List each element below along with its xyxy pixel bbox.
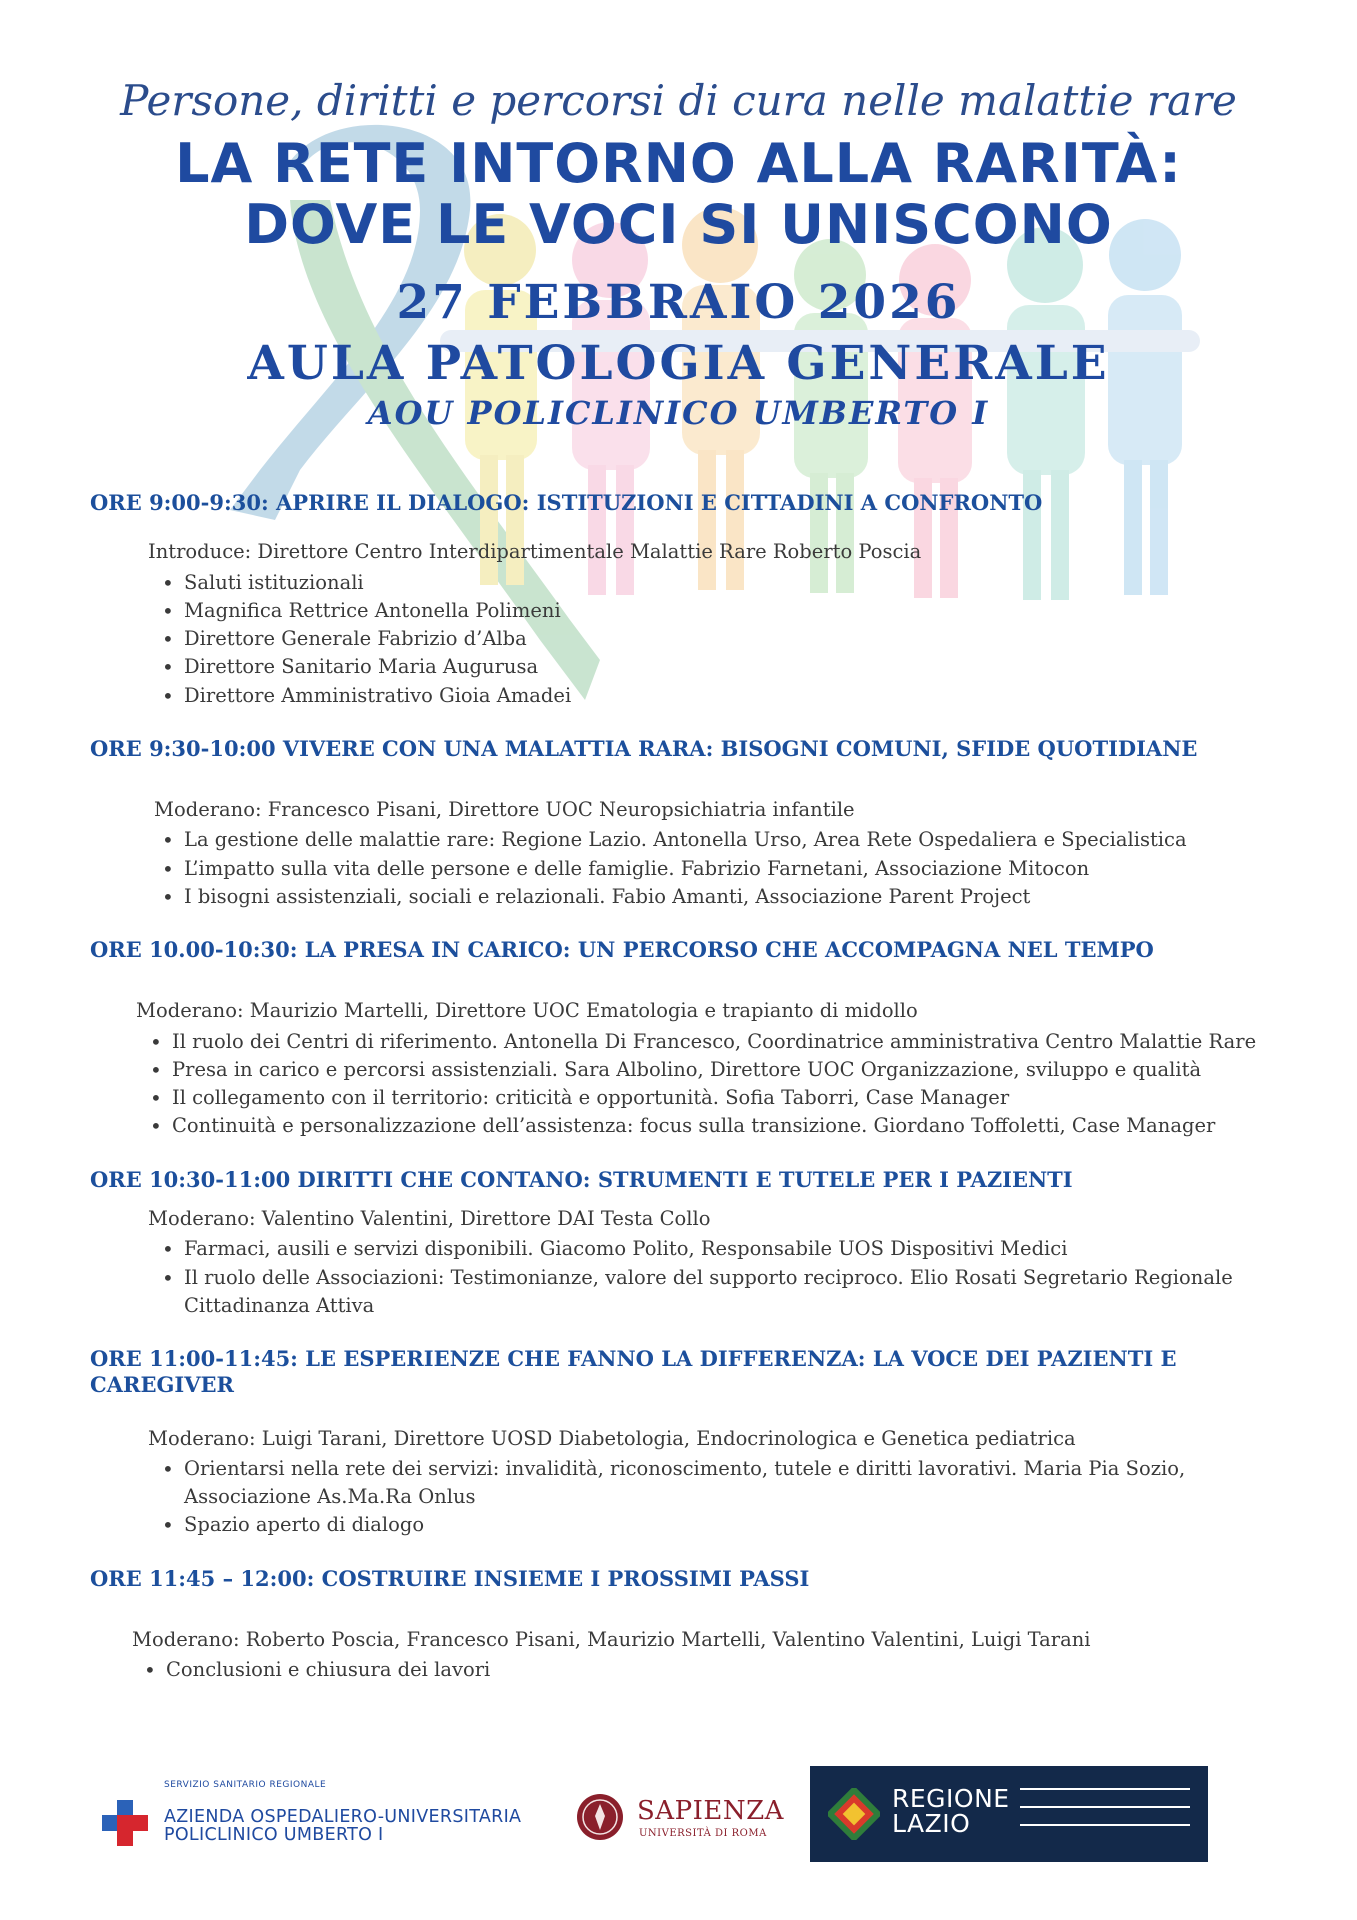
session-items [154, 1235, 1280, 1320]
regione-lazio-logo [810, 1766, 1208, 1862]
program-schedule [90, 490, 1280, 1710]
session-2 [90, 736, 1280, 911]
list-item: • I bisogni assistenziali, sociali e relazionali. Fabio Amanti, Associazione Parent Project [154, 883, 1280, 911]
session-intro: Moderano: Maurizio Martelli, Direttore UOC Ematologia e trapianto di midollo [136, 999, 918, 1023]
list-item: • Il ruolo delle Associazioni: Testimonianze, valore del supporto reciproco. Elio Rosati Segretario Regionale Cittadinanza Attiva [154, 1264, 1280, 1321]
session-intro: Moderano: Roberto Poscia, Francesco Pisani, Maurizio Martelli, Valentino Valentini, Luigi Tarani [132, 1627, 1091, 1651]
sapienza-logo [575, 1790, 784, 1850]
lazio-name-line2: LAZIO [892, 1809, 971, 1838]
session-intro: Moderano: Valentino Valentini, Direttore DAI Testa Collo [148, 1206, 711, 1230]
aou-service-label: SERVIZIO SANITARIO REGIONALE [164, 1780, 327, 1790]
list-item: • L’impatto sulla vita delle persone e delle famiglie. Fabrizio Farnetani, Associazione Mitocon [154, 855, 1280, 883]
list-item: • Orientarsi nella rete dei servizi: invalidità, riconoscimento, tutele e diritti lavorativi. Maria Pia Sozio, Associazione As.Ma.Ra Onlus [154, 1455, 1280, 1512]
session-items [154, 569, 1280, 710]
red-cross-icon [102, 1800, 148, 1846]
event-title-line1: LA RETE INTORNO ALLA RARITÀ: [175, 132, 1182, 196]
sapienza-subtitle: UNIVERSITÀ DI ROMA [639, 1828, 767, 1839]
session-title: ORE 10.00-10:30: LA PRESA IN CARICO: UN PERCORSO CHE ACCOMPAGNA NEL TEMPO [90, 937, 1154, 963]
aou-name-line2: POLICLINICO UMBERTO I [164, 1825, 384, 1846]
list-item: • Il ruolo dei Centri di riferimento. Antonella Di Francesco, Coordinatrice amministrativa Centro Malattie Rare [142, 1028, 1280, 1056]
session-6 [90, 1566, 1280, 1685]
list-item: • Direttore Sanitario Maria Augurusa [154, 653, 1280, 681]
aou-name-line1: AZIENDA OSPEDALIERO-UNIVERSITARIA [164, 1807, 522, 1827]
sapienza-seal-icon [575, 1792, 625, 1842]
session-items [136, 1656, 1280, 1684]
session-items [142, 1028, 1280, 1141]
session-1 [90, 490, 1280, 710]
event-date: 27 FEBBRAIO 2026 [396, 275, 961, 331]
sapienza-name: SAPIENZA [637, 1796, 784, 1826]
list-item: • Saluti istituzionali [154, 569, 1280, 597]
lazio-name-line1: REGIONE [892, 1784, 1010, 1813]
session-title: ORE 9:30-10:00 VIVERE CON UNA MALATTIA RARA: BISOGNI COMUNI, SFIDE QUOTIDIANE [90, 735, 1198, 761]
list-item: • Il collegamento con il territorio: criticità e opportunità. Sofia Taborri, Case Manager [142, 1084, 1280, 1112]
event-title-line2: DOVE LE VOCI SI UNISCONO [244, 192, 1113, 256]
regione-lazio-name [892, 1786, 1010, 1836]
event-hospital: AOU POLICLINICO UMBERTO I [367, 394, 990, 433]
aou-logo [102, 1780, 542, 1860]
event-title [0, 134, 1357, 255]
list-item: • Direttore Amministrativo Gioia Amadei [154, 682, 1280, 710]
session-5 [90, 1346, 1280, 1540]
session-title: ORE 11:45 – 12:00: COSTRUIRE INSIEME I PROSSIMI PASSI [90, 1565, 810, 1591]
session-title: ORE 11:00-11:45: LE ESPERIENZE CHE FANNO LA DIFFERENZA: LA VOCE DEI PAZIENTI E CAREGIVER [90, 1346, 1177, 1398]
list-item: • Farmaci, ausili e servizi disponibili. Giacomo Polito, Responsabile UOS Dispositivi Medici [154, 1235, 1280, 1263]
session-title: ORE 9:00-9:30: APRIRE IL DIALOGO: ISTITUZIONI E CITTADINI A CONFRONTO [90, 490, 1043, 515]
list-item: • Conclusioni e chiusura dei lavori [136, 1656, 1280, 1684]
lazio-decorative-lines [1020, 1788, 1190, 1848]
list-item: • La gestione delle malattie rare: Regione Lazio. Antonella Urso, Area Rete Ospedaliera e Specialistica [154, 826, 1280, 854]
list-item: • Magnifica Rettrice Antonella Polimeni [154, 597, 1280, 625]
session-intro: Moderano: Luigi Tarani, Direttore UOSD Diabetologia, Endocrinologica e Genetica pediatrica [148, 1426, 1076, 1450]
session-3 [90, 937, 1280, 1141]
event-subtitle: Persone, diritti e percorsi di cura nelle malattie rare [120, 76, 1237, 125]
sponsor-logos [0, 1760, 1357, 1870]
list-item: • Continuità e personalizzazione dell’assistenza: focus sulla transizione. Giordano Toffoletti, Case Manager [142, 1112, 1280, 1140]
regione-lazio-crest-icon [828, 1788, 880, 1840]
event-header [0, 76, 1357, 432]
session-items [154, 826, 1280, 911]
session-items [154, 1455, 1280, 1540]
list-item: • Direttore Generale Fabrizio d’Alba [154, 625, 1280, 653]
event-venue: AULA PATOLOGIA GENERALE [247, 335, 1110, 391]
session-4 [90, 1167, 1280, 1320]
list-item: • Spazio aperto di dialogo [154, 1511, 1280, 1539]
session-intro: Moderano: Francesco Pisani, Direttore UOC Neuropsichiatria infantile [154, 798, 855, 822]
aou-name [164, 1808, 521, 1845]
session-intro: Introduce: Direttore Centro Interdipartimentale Malattie Rare Roberto Poscia [148, 540, 922, 564]
list-item: • Presa in carico e percorsi assistenziali. Sara Albolino, Direttore UOC Organizzazione, sviluppo e qualità [142, 1056, 1280, 1084]
session-title: ORE 10:30-11:00 DIRITTI CHE CONTANO: STRUMENTI E TUTELE PER I PAZIENTI [90, 1166, 1073, 1192]
